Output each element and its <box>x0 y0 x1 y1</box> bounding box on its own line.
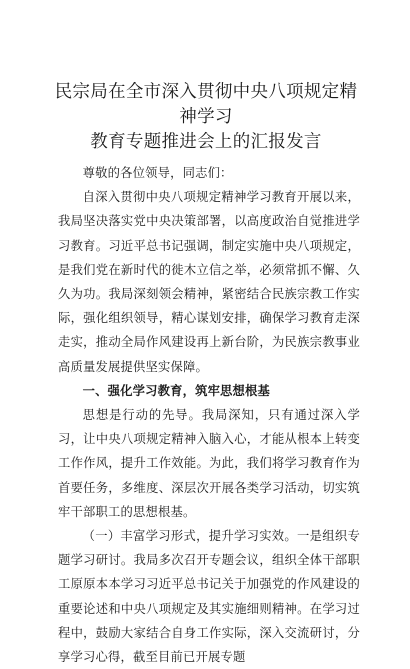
salutation: 尊敬的各位领导，同志们： <box>82 166 233 180</box>
title-line-1: 民宗局在全市深入贯彻中央八项规定精神学习 <box>54 82 358 127</box>
document-title <box>52 80 360 155</box>
section-heading: 一、强化学习教育，筑牢思想根基 <box>82 382 271 398</box>
title-line-2: 教育专题推进会上的汇报发言 <box>90 132 322 152</box>
subsection-paragraph: （一）丰富学习形式，提升学习实效。一是组织专题学习研讨。我局多次召开专题会议，组织全体干部职工原原本本学习习近平总书记关于加强党的作风建设的重要论述和中央八项规定及其实施细则精神。在学习过程中，鼓励大家结合自身工作实际，深入交流研讨，分享学习心得，截至目前已开展专题 <box>58 529 360 665</box>
intro-paragraph: 自深入贯彻中央八项规定精神学习教育开展以来，我局坚决落实党中央决策部署，以高度政治自觉推进学习教育。习近平总书记强调，制定实施中央八项规定，是我们党在新时代的徙木立信之举，必须常抓不懈、久久为功。我局深刻领会精神，紧密结合民族宗教工作实际，强化组织领导，精心谋划安排，确保学习教育走深走实，推动全局作风建设再上新台阶，为民族宗教事业高质量发展提供坚实保障。 <box>58 190 360 374</box>
section-paragraph: 思想是行动的先导。我局深知，只有通过深入学习，让中央八项规定精神入脑入心，才能从根本上转变工作作风，提升工作效能。为此，我们将学习教育作为首要任务，多维度、深层次开展各类学习活动，切实筑牢干部职工的思想根基。 <box>58 408 360 519</box>
